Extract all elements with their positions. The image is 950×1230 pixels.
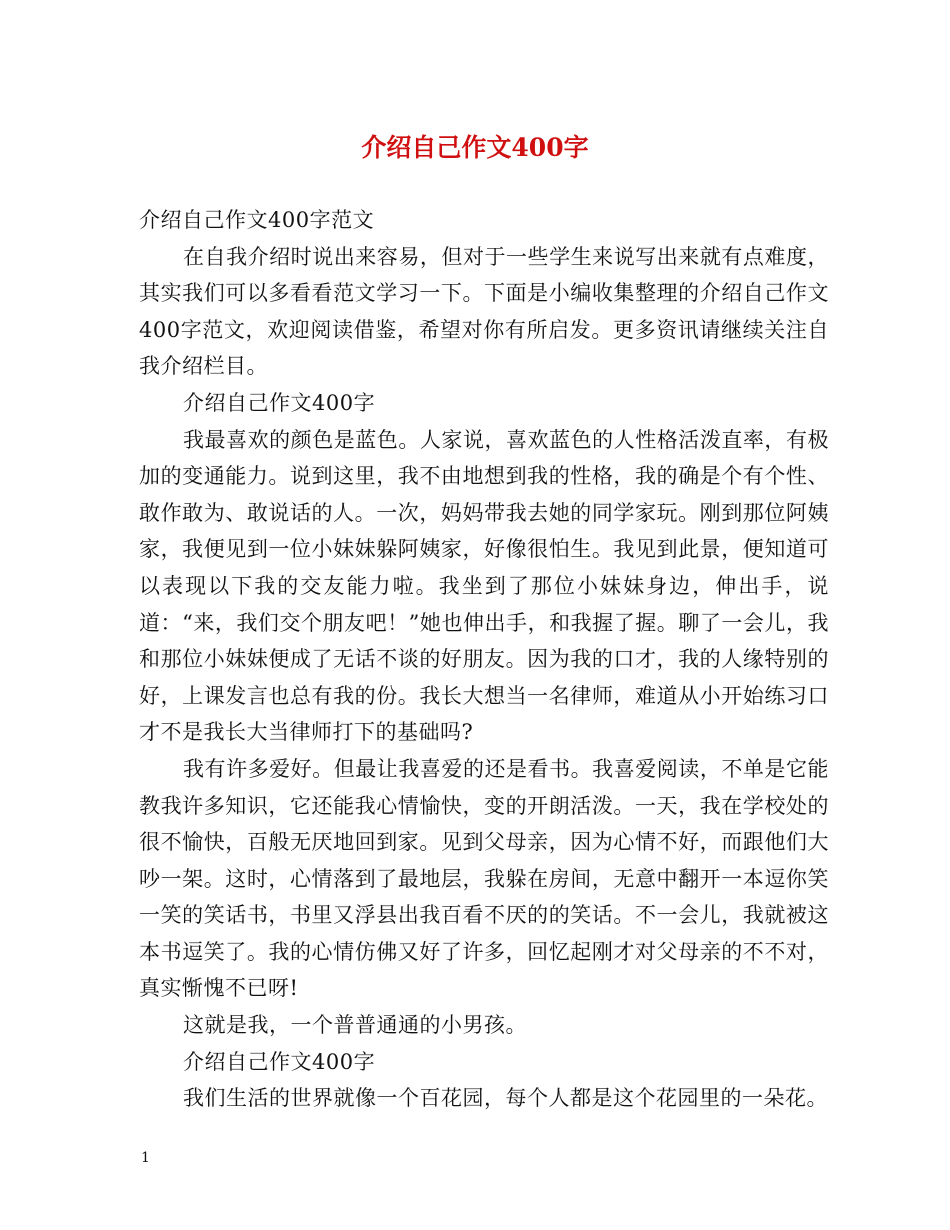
paragraph-body: 我们生活的世界就像一个百花园，每个人都是这个花园里的一朵花。 [183,1086,828,1111]
paragraph-intro: 在自我介绍时说出来容易，但对于一些学生来说写出来就有点难度，其实我们可以多看看范文学习一下。下面是小编收集整理的介绍自己作文400字范文，欢迎阅读借鉴，希望对你有所启发。更多资讯请继续关注自我介绍栏目。 [139,244,829,379]
paragraph-section-heading: 介绍自己作文400字 [183,1049,376,1074]
paragraph-body: 我有许多爱好。但最让我喜爱的还是看书。我喜爱阅读，不单是它能教我许多知识，它还能我心情愉快，变的开朗活泼。一天，我在学校处的很不愉快，百般无厌地回到家。见到父母亲，因为心情不好，而跟他们大吵一架。这时，心情落到了最地层，我躲在房间，无意中翻开一本逗你笑一笑的笑话书，书里又浮县出我百看不厌的的笑话。不一会儿，我就被这本书逗笑了。我的心情仿佛又好了许多，回忆起刚才对父母亲的不不对，真实惭愧不已呀! [139,756,829,1001]
page-number: 1 [141,1150,150,1166]
paragraph-subtitle: 介绍自己作文400字范文 [139,208,375,232]
document-title: 介绍自己作文400字 [361,133,589,162]
paragraph-body: 我最喜欢的颜色是蓝色。人家说，喜欢蓝色的人性格活泼直率，有极加的变通能力。说到这里，我不由地想到我的性格，我的确是个有个性、敢作敢为、敢说话的人。一次，妈妈带我去她的同学家玩。刚到那位阿姨家，我便见到一位小妹妹躲阿姨家，好像很怕生。我见到此景，便知道可以表现以下我的交友能力啦。我坐到了那位小妹妹身边，伸出手，说道：“来，我们交个朋友吧！”她也伸出手，和我握了握。聊了一会儿，我和那位小妹妹便成了无话不谈的好朋友。因为我的口才，我的人缘特别的好，上课发言也总有我的份。我长大想当一名律师，难道从小开始练习口才不是我长大当律师打下的基础吗? [139,427,829,745]
paragraph-body: 这就是我，一个普普通通的小男孩。 [183,1013,527,1038]
document-body [139,202,829,1117]
paragraph-section-heading: 介绍自己作文400字 [183,390,376,415]
